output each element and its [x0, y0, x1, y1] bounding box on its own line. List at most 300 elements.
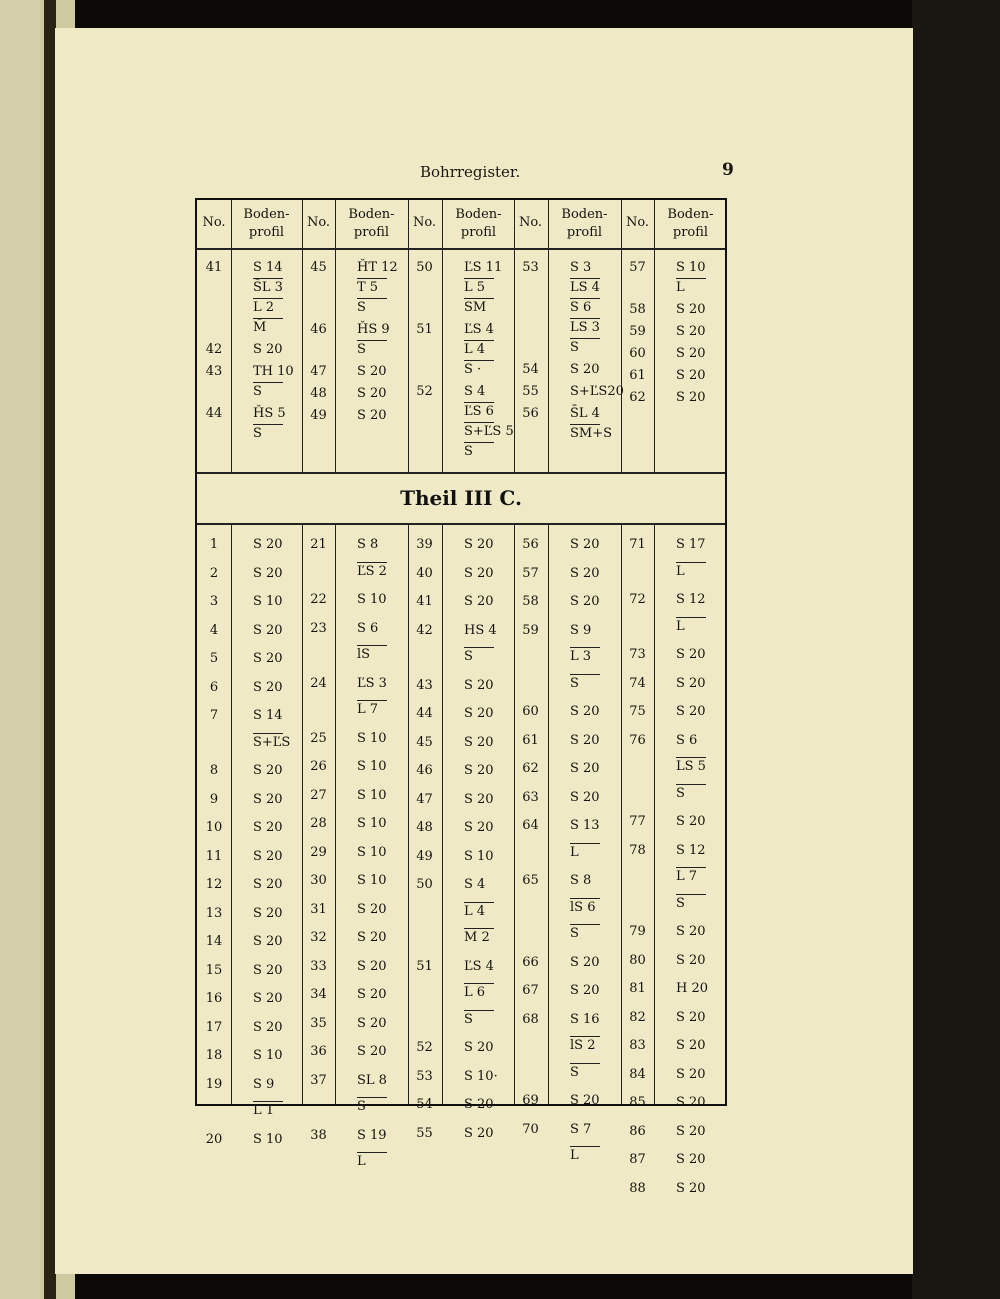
column-header-bodenprofil	[548, 206, 621, 242]
layer-boundary-rule	[464, 402, 494, 403]
soil-profile-layer: S 20	[570, 954, 600, 970]
bore-number: 55	[522, 384, 539, 399]
soil-profile-layer: SM	[464, 300, 487, 315]
soil-profile-layer: S	[464, 1011, 473, 1027]
layer-boundary-rule	[253, 278, 283, 279]
layer-boundary-rule	[253, 382, 283, 383]
bore-number: 79	[629, 924, 646, 939]
layer-boundary-rule	[464, 278, 494, 279]
soil-profile-layer: S 10	[357, 816, 387, 831]
soil-profile-layer: L	[676, 618, 685, 634]
soil-profile-layer: S 20	[570, 983, 600, 998]
header-line-1: Boden-	[561, 207, 608, 222]
layer-boundary-rule	[253, 733, 283, 734]
soil-profile-layer: S 20	[676, 346, 706, 361]
soil-profile-layer: S 20	[676, 1038, 706, 1053]
bore-number: 87	[629, 1152, 646, 1167]
soil-profile-layer: S 10	[357, 730, 387, 746]
bore-number: 37	[310, 1072, 327, 1088]
soil-profile-layer: S	[676, 785, 685, 801]
soil-profile-layer: S 10	[464, 848, 494, 864]
bore-number: 5	[209, 651, 219, 666]
soil-profile-layer: L 2	[253, 300, 275, 315]
soil-profile-layer: S 20	[464, 537, 494, 552]
bore-number: 61	[629, 368, 646, 383]
soil-profile-layer: S 3	[570, 260, 592, 275]
bore-number: 77	[629, 814, 646, 829]
bore-number: 59	[522, 622, 539, 638]
bore-number: 19	[205, 1076, 223, 1092]
header-line-2: profil	[460, 225, 497, 240]
layer-boundary-rule	[570, 1036, 600, 1037]
bore-number: 45	[416, 734, 433, 750]
soil-profile-layer: L 3	[570, 649, 592, 664]
soil-profile-layer: S 20	[253, 342, 283, 357]
bore-number: 10	[205, 820, 223, 835]
soil-profile-layer: L	[676, 280, 685, 295]
bore-number: 46	[310, 322, 327, 337]
soil-profile-layer: S 10·	[464, 1068, 498, 1084]
header-line-1: Boden-	[348, 207, 395, 222]
soil-profile-layer: ĽS 4	[464, 958, 494, 974]
soil-profile-layer: L 5	[464, 280, 486, 295]
bore-number: 31	[310, 901, 327, 917]
soil-profile-layer: S 19	[357, 1127, 387, 1143]
soil-profile-layer: S 10	[253, 594, 283, 609]
bore-number: 76	[629, 732, 646, 748]
soil-profile-layer: S 20	[253, 962, 283, 978]
layer-boundary-rule	[570, 1146, 600, 1147]
soil-profile-layer: L 1	[253, 1103, 275, 1118]
column-header-bodenprofil	[442, 206, 515, 242]
bore-number: 78	[629, 842, 646, 858]
soil-profile-layer: S 20	[253, 905, 283, 921]
layer-boundary-rule	[570, 1063, 600, 1064]
bore-number: 48	[310, 386, 327, 401]
column-header-bodenprofil	[231, 206, 302, 242]
layer-boundary-rule	[357, 645, 387, 646]
soil-profile-layer: S 6	[570, 300, 592, 315]
layer-boundary-rule	[253, 318, 283, 319]
soil-profile-layer: S 20	[676, 324, 706, 339]
bore-number: 72	[629, 592, 646, 607]
bore-number: 42	[416, 622, 433, 638]
layer-boundary-rule	[676, 784, 706, 785]
bore-number: 26	[310, 759, 327, 774]
soil-profile-layer: S 20	[464, 706, 494, 721]
soil-profile-layer: S 20	[253, 991, 283, 1006]
header-rule	[197, 248, 725, 250]
bore-number: 43	[416, 677, 433, 693]
soil-profile-layer: S 7	[570, 1121, 592, 1137]
soil-profile-layer: S 10	[357, 759, 387, 774]
bore-number: 28	[310, 816, 327, 831]
bore-number: 58	[522, 594, 539, 609]
soil-profile-layer: S	[253, 426, 262, 441]
layer-boundary-rule	[464, 1010, 494, 1011]
bore-number: 13	[205, 905, 223, 921]
soil-profile-layer: S	[570, 340, 579, 355]
soil-profile-layer: ĽS 6	[464, 404, 494, 419]
layer-boundary-rule	[570, 278, 600, 279]
soil-profile-layer: S 4	[464, 877, 486, 892]
bore-number: 46	[416, 763, 433, 778]
layer-boundary-rule	[357, 700, 387, 701]
column-divider	[335, 200, 336, 1104]
bore-number: 68	[522, 1011, 539, 1027]
soil-profile-layer: S 9	[253, 1076, 275, 1092]
bore-number: 60	[629, 346, 646, 361]
soil-profile-layer: S 20	[676, 647, 706, 662]
layer-boundary-rule	[464, 360, 494, 361]
bore-number: 71	[629, 537, 646, 552]
soil-profile-layer: S 8	[357, 537, 379, 552]
soil-profile-layer: S 20	[253, 622, 283, 638]
soil-profile-layer: S	[357, 342, 366, 357]
soil-profile-layer: S 20	[253, 791, 283, 807]
bore-number: 60	[522, 704, 539, 719]
bore-number: 3	[209, 594, 219, 609]
soil-profile-layer: LS 4	[570, 280, 600, 295]
bore-number: 14	[205, 934, 223, 949]
soil-profile-layer: S 20	[357, 1015, 387, 1031]
bore-number: 36	[310, 1044, 327, 1059]
layer-boundary-rule	[464, 983, 494, 984]
soil-profile-layer: lS	[357, 647, 371, 662]
bore-number: 58	[629, 302, 646, 317]
layer-boundary-rule	[570, 298, 600, 299]
soil-profile-layer: S 20	[253, 934, 283, 949]
layer-boundary-rule	[676, 278, 706, 279]
soil-profile-layer: S 20	[464, 820, 494, 835]
bore-number: 15	[205, 962, 223, 978]
soil-profile-layer: S 10	[357, 592, 387, 607]
soil-profile-layer: S 4	[464, 384, 486, 399]
bore-number: 30	[310, 873, 327, 888]
column-header-no: No.	[518, 215, 543, 230]
soil-profile-layer: SL 8	[357, 1072, 387, 1088]
bore-number: 23	[310, 620, 327, 636]
soil-profile-layer: S 20	[570, 565, 600, 581]
soil-profile-layer: HS 4	[464, 622, 497, 638]
header-line-2: profil	[566, 225, 603, 240]
soil-profile-layer: S 14	[253, 708, 283, 723]
layer-boundary-rule	[357, 562, 387, 563]
soil-profile-layer: S 20	[253, 848, 283, 864]
bore-number: 64	[522, 818, 539, 833]
soil-profile-layer: S 20	[357, 364, 387, 379]
soil-profile-layer: S 20	[464, 1040, 494, 1055]
layer-boundary-rule	[357, 1097, 387, 1098]
soil-profile-layer: S 12	[676, 842, 706, 858]
bore-number: 62	[522, 761, 539, 776]
bore-number: 59	[629, 324, 646, 339]
soil-profile-layer: S 20	[253, 1019, 283, 1035]
soil-profile-layer: S 20	[570, 594, 600, 609]
bore-number: 40	[416, 565, 433, 581]
soil-profile-layer: S+ĽS	[253, 734, 291, 750]
bore-number: 57	[522, 565, 539, 581]
soil-profile-layer: S 20	[464, 565, 494, 581]
soil-profile-layer: L	[570, 1148, 579, 1163]
bore-number: 12	[205, 877, 223, 892]
bore-number: 22	[310, 592, 327, 607]
layer-boundary-rule	[570, 843, 600, 844]
soil-profile-layer: ĽS 3	[357, 675, 387, 691]
section-title: Theil III C.	[400, 486, 522, 510]
column-header-no: No.	[625, 215, 650, 230]
bore-number: 54	[522, 362, 539, 377]
soil-profile-layer: S 20	[464, 594, 494, 609]
soil-profile-layer: S	[357, 300, 366, 315]
layer-boundary-rule	[676, 617, 706, 618]
column-divider	[548, 200, 549, 1104]
layer-boundary-rule	[357, 1152, 387, 1153]
soil-profile-layer: ȞS 9	[357, 322, 390, 337]
bore-number: 21	[310, 537, 327, 552]
bore-number: 47	[416, 791, 433, 807]
soil-profile-layer: S 20	[253, 651, 283, 666]
column-divider	[231, 200, 232, 1104]
layer-boundary-rule	[570, 674, 600, 675]
soil-profile-layer: S 20	[676, 368, 706, 383]
bore-number: 54	[416, 1097, 433, 1112]
bore-number: 53	[416, 1068, 433, 1084]
soil-profile-layer: S	[570, 1064, 579, 1080]
book-cover-edge	[912, 0, 1000, 1299]
soil-profile-layer: S 6	[357, 620, 379, 636]
soil-profile-layer: ȞT 12	[357, 260, 398, 275]
soil-profile-layer: L 6	[464, 985, 486, 1000]
bore-number: 44	[416, 706, 433, 721]
layer-boundary-rule	[357, 278, 387, 279]
soil-profile-layer: S 20	[357, 958, 387, 974]
layer-boundary-rule	[570, 898, 600, 899]
layer-boundary-rule	[570, 924, 600, 925]
bore-number: 47	[310, 364, 327, 379]
soil-profile-layer: S 20	[357, 901, 387, 917]
bore-number: 81	[629, 981, 646, 996]
layer-boundary-rule	[570, 338, 600, 339]
soil-profile-layer: M 2	[464, 930, 490, 945]
header-line-1: Boden-	[455, 207, 502, 222]
soil-profile-layer: S 6	[676, 732, 698, 748]
bore-number: 84	[629, 1066, 646, 1082]
soil-profile-layer: M̄	[253, 320, 267, 335]
bore-number: 29	[310, 844, 327, 860]
soil-profile-layer: ĽS 11	[464, 260, 503, 275]
bore-number: 80	[629, 952, 646, 968]
section-bottom-rule	[197, 523, 725, 525]
header-line-1: Boden-	[667, 207, 714, 222]
soil-profile-layer: S 20	[676, 952, 706, 968]
layer-boundary-rule	[253, 424, 283, 425]
bore-number: 35	[310, 1015, 327, 1031]
bore-number: 52	[416, 1040, 433, 1055]
bore-number: 62	[629, 390, 646, 405]
soil-profile-layer: S 20	[357, 386, 387, 401]
layer-boundary-rule	[464, 902, 494, 903]
bore-number: 56	[522, 406, 539, 421]
soil-profile-layer: S 8	[570, 873, 592, 888]
layer-boundary-rule	[464, 442, 494, 443]
header-line-1: Boden-	[243, 207, 290, 222]
soil-profile-layer: S 20	[676, 1180, 706, 1196]
bore-number: 50	[416, 877, 433, 892]
bore-number: 85	[629, 1095, 646, 1110]
soil-profile-layer: S 10	[676, 260, 706, 275]
bore-number: 57	[629, 260, 646, 275]
layer-boundary-rule	[570, 424, 600, 425]
soil-profile-layer: S 14	[253, 260, 283, 275]
soil-profile-layer: S 20	[676, 704, 706, 719]
layer-boundary-rule	[464, 422, 494, 423]
column-divider	[442, 200, 443, 1104]
bore-number: 9	[209, 791, 219, 807]
page-number: 9	[722, 160, 734, 180]
bore-number: 55	[416, 1125, 433, 1141]
soil-profile-layer: S 20	[570, 537, 600, 552]
soil-profile-layer: L	[676, 563, 685, 579]
layer-boundary-rule	[357, 340, 387, 341]
bore-number: 67	[522, 983, 539, 998]
layer-boundary-rule	[570, 318, 600, 319]
soil-profile-layer: L 4	[464, 342, 486, 357]
soil-profile-layer: L	[570, 844, 579, 860]
bore-number: 73	[629, 647, 646, 662]
soil-profile-layer: S 20	[464, 763, 494, 778]
bore-number: 32	[310, 930, 327, 945]
soil-profile-layer: S 12	[676, 592, 706, 607]
bore-number: 51	[416, 322, 433, 337]
bore-number: 27	[310, 787, 327, 803]
soil-profile-layer: T 5	[357, 280, 379, 295]
layer-boundary-rule	[464, 298, 494, 299]
soil-profile-layer: LS 3	[570, 320, 600, 335]
bore-number: 11	[205, 848, 223, 864]
soil-profile-layer: S 20	[357, 930, 387, 945]
soil-profile-layer: S 20	[253, 820, 283, 835]
bore-number: 82	[629, 1009, 646, 1025]
layer-boundary-rule	[570, 647, 600, 648]
layer-boundary-rule	[253, 1101, 283, 1102]
soil-profile-layer: S 20	[570, 789, 600, 805]
soil-profile-layer: S 20	[676, 924, 706, 939]
bore-number: 53	[522, 260, 539, 275]
bore-number: 65	[522, 873, 539, 888]
bore-number: 75	[629, 704, 646, 719]
soil-profile-layer: SM+S	[570, 426, 613, 441]
left-page-margin	[0, 0, 40, 1299]
bore-number: 42	[205, 342, 223, 357]
soil-profile-layer: S ·	[464, 362, 482, 377]
soil-profile-layer: LS 5	[676, 759, 706, 774]
soil-profile-layer: S	[676, 895, 685, 911]
bore-number: 4	[209, 622, 219, 638]
column-divider	[654, 200, 655, 1104]
header-line-2: profil	[248, 225, 285, 240]
soil-profile-layer: S	[464, 649, 473, 664]
soil-profile-layer: S	[570, 675, 579, 691]
bore-number: 41	[416, 594, 433, 609]
soil-profile-layer: ȞS 5	[253, 406, 286, 421]
bore-number: 33	[310, 958, 327, 974]
soil-profile-layer: S 20	[357, 1044, 387, 1059]
soil-profile-layer: S 10	[357, 844, 387, 860]
soil-profile-layer: L 4	[464, 903, 486, 919]
bore-number: 48	[416, 820, 433, 835]
soil-profile-layer: S 20	[570, 704, 600, 719]
soil-profile-layer: S 20	[464, 1097, 494, 1112]
soil-profile-layer: S 20	[676, 390, 706, 405]
header-line-2: profil	[353, 225, 390, 240]
bore-number: 74	[629, 675, 646, 691]
layer-boundary-rule	[253, 298, 283, 299]
layer-boundary-rule	[676, 867, 706, 868]
soil-profile-layer: S 20	[253, 877, 283, 892]
bore-number: 25	[310, 730, 327, 746]
soil-profile-layer: S	[570, 926, 579, 941]
soil-profile-layer: S 20	[253, 679, 283, 695]
soil-profile-layer: S 20	[676, 1095, 706, 1110]
layer-boundary-rule	[676, 757, 706, 758]
bore-number: 49	[310, 408, 327, 423]
soil-profile-layer: S	[357, 1099, 366, 1114]
bore-number: 45	[310, 260, 327, 275]
bore-number: 2	[209, 565, 219, 581]
bore-number: 41	[205, 260, 223, 275]
soil-profile-layer: TH 10	[253, 364, 294, 379]
layer-boundary-rule	[464, 340, 494, 341]
bore-number: 51	[416, 958, 433, 974]
soil-profile-layer: S 10	[253, 1048, 283, 1063]
bore-number: 8	[209, 763, 219, 778]
soil-profile-layer: L 7	[676, 869, 698, 884]
bore-number: 66	[522, 954, 539, 970]
soil-profile-layer: lS 2	[570, 1038, 596, 1053]
soil-profile-layer: S 20	[676, 1123, 706, 1139]
bohrregister-table	[195, 198, 727, 1196]
soil-profile-layer: S̄L 3	[253, 280, 283, 295]
bore-number: 38	[310, 1127, 327, 1143]
soil-profile-layer: S 20	[253, 537, 283, 552]
soil-profile-layer: S 20	[253, 565, 283, 581]
soil-profile-layer: S+ĽS20	[570, 384, 624, 399]
column-header-bodenprofil	[335, 206, 408, 242]
soil-profile-layer: S	[253, 384, 262, 399]
bore-number: 50	[416, 260, 433, 275]
running-header: Bohrregister.	[420, 163, 521, 181]
soil-profile-layer: S 10	[357, 873, 387, 888]
soil-profile-layer: S 20	[570, 761, 600, 776]
layer-boundary-rule	[676, 562, 706, 563]
bore-number: 69	[522, 1093, 539, 1108]
soil-profile-layer: S 10	[357, 787, 387, 803]
soil-profile-layer: S 20	[676, 1009, 706, 1025]
soil-profile-layer: ĽS 2	[357, 563, 387, 579]
soil-profile-layer: S 20	[570, 362, 600, 377]
soil-profile-layer: S 16	[570, 1011, 600, 1027]
soil-profile-layer: S	[464, 444, 473, 459]
soil-profile-layer: L	[357, 1154, 366, 1169]
soil-profile-layer: S̄L 4	[570, 406, 600, 421]
bore-number: 17	[205, 1019, 223, 1035]
soil-profile-layer: S 20	[253, 763, 283, 778]
layer-boundary-rule	[357, 298, 387, 299]
soil-profile-layer: S 17	[676, 537, 706, 552]
bore-number: 52	[416, 384, 433, 399]
bore-number: 70	[522, 1121, 539, 1137]
